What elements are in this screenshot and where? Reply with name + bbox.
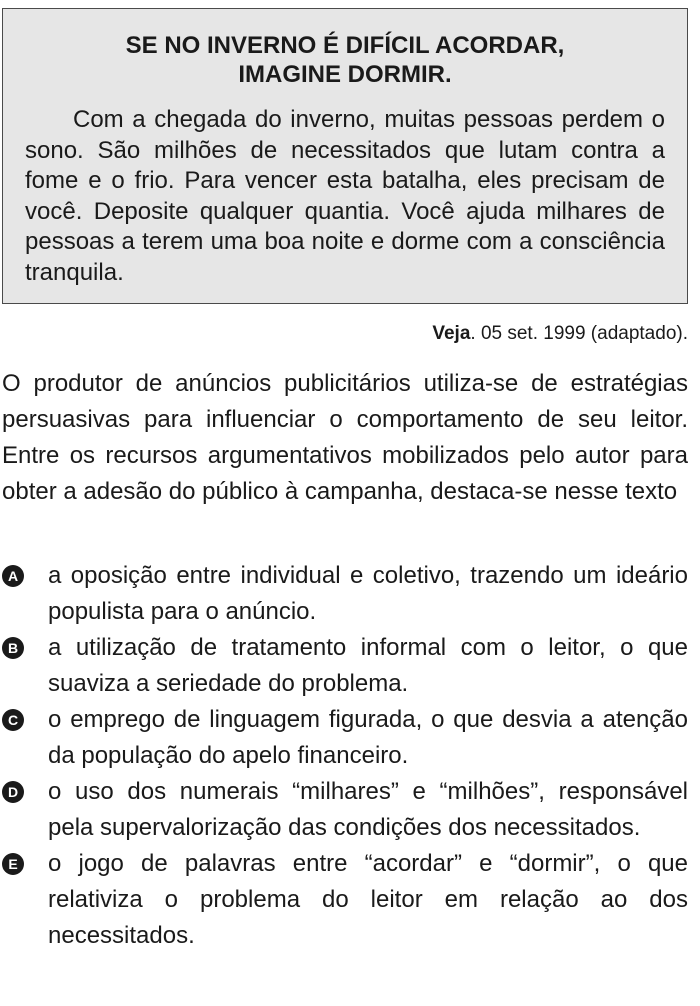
option-d[interactable]: [2, 774, 688, 846]
option-b-letter-badge: B: [2, 637, 24, 659]
source-details: . 05 set. 1999 (adaptado).: [470, 323, 688, 344]
option-e[interactable]: [2, 846, 688, 954]
source-citation: [432, 322, 688, 346]
answer-options: [2, 558, 688, 954]
option-a-letter-badge: A: [2, 565, 24, 587]
option-e-letter-badge: E: [2, 853, 24, 875]
option-d-text: o uso dos numerais “milhares” e “milhões”, responsável pela supervalorização das condições dos necessitados.: [48, 778, 688, 841]
option-b-text: a utilização de tratamento informal com o leitor, o que suaviza a seriedade do problema.: [48, 634, 688, 697]
source-publication: Veja: [432, 323, 471, 344]
advertisement-body: Com a chegada do inverno, muitas pessoas perdem o sono. São milhões de necessitados que lutam contra a fome e o frio. Para vencer esta batalha, eles precisam de você. Deposite qualquer quantia. Você ajuda milhares de pessoas a terem uma boa noite e dorme com a consciência tranquila.: [25, 106, 665, 286]
option-c-text: o emprego de linguagem figurada, o que desvia a atenção da população do apelo financeiro.: [48, 706, 688, 769]
option-b[interactable]: [2, 630, 688, 702]
option-a-text: a oposição entre individual e coletivo, trazendo um ideário populista para o anúncio.: [48, 562, 688, 625]
option-e-text: o jogo de palavras entre “acordar” e “dormir”, o que relativiza o problema do leitor em relação ao dos necessitados.: [48, 850, 688, 949]
advertisement-box: [2, 8, 688, 304]
advertisement-title: SE NO INVERNO É DIFÍCIL ACORDAR, IMAGINE DORMIR.: [125, 32, 565, 88]
option-c[interactable]: [2, 702, 688, 774]
question-stem: O produtor de anúncios publicitários utiliza-se de estratégias persuasivas para influenciar o comportamento de seu leitor. Entre os recursos argumentativos mobilizados pelo autor para obter a adesão do público à campanha, destaca-se nesse texto: [2, 370, 688, 505]
option-c-letter-badge: C: [2, 709, 24, 731]
option-d-letter-badge: D: [2, 781, 24, 803]
option-a[interactable]: [2, 558, 688, 630]
